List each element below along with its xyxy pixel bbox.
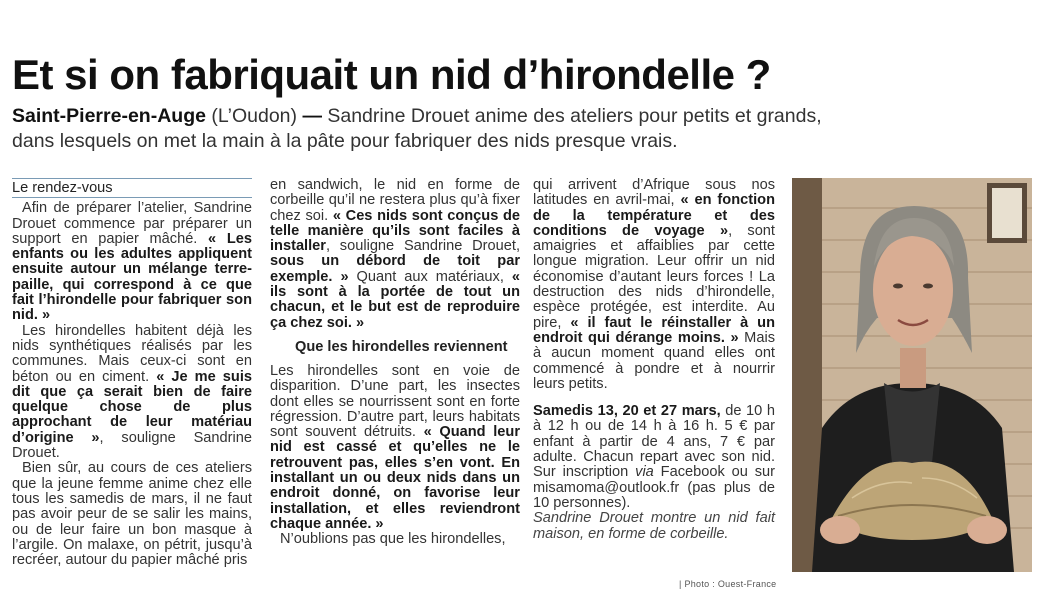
paragraph: qui arrivent d’Afrique sous nos latitudes en avril-mai, « en fonction de la température et des conditions de voyage », sont amaigries et affaiblies par cette longue migration. Leur offrir un nid économise d’autant leurs forces ! La destruction des nids d’hirondelle, espèce protégée, est interdite. Au pire, « il faut le réinstaller à un endroit qui dérange moins. » Mais à aucun moment quand elles ont commencé à pondre et à nourrir leurs petits.: [533, 177, 775, 392]
paragraph: N’oublions pas que les hirondelles,: [280, 531, 506, 548]
quote: « Ces nids sont conçus de telle manière qu’ils sont faciles à installer: [270, 207, 521, 255]
column-3: [533, 178, 775, 542]
photo-caption: Sandrine Drouet montre un nid fait maison, en forme de corbeille.: [533, 510, 775, 542]
column-1: [12, 178, 252, 568]
quote: « Les enfants ou les adultes appliquent ensuite autour un mélange terre-paille, qui correspond à ce que fait l’hirondelle pour fabriquer son nid. »: [12, 230, 252, 324]
quote: sous un débord de toit par exemple. »: [270, 253, 520, 285]
event-info: Samedis 13, 20 et 27 mars, de 10 h à 12 h ou de 14 h à 16 h. 5 € par enfant à partir de 4 ans, 7 € par adulte. Chacun repart avec son nid. Sur inscription via Facebook ou sur misamoma@outlook.fr (pas plus de 10 personnes).: [533, 403, 775, 511]
paragraph: Afin de préparer l’atelier, Sandrine Drouet commence par préparer un support en papier mâché. « Les enfants ou les adultes appliquent ensuite autour un mélange terre-paille, qui correspond à ce que fait l’hirondelle pour fabriquer son nid. »: [12, 200, 252, 324]
lead-paragraph: [12, 104, 1037, 154]
lead-line-2: dans lesquels on met la main à la pâte pour fabriquer des nids presque vrais.: [12, 130, 678, 152]
paragraph: Les hirondelles sont en voie de disparition. D’une part, les insectes dont elles se nourrissent sont en forte régression. D’autre part, leurs habitats sont souvent détruits. « Quand leur nid est cassé et qu’elles ne le retrouvent pas, elles s’en vont. En installant un ou deux nids dans un endroit donné, on favorise leur installation, et elles reviendront chaque année. »: [270, 362, 521, 532]
photo-woman-holding-nest: [792, 178, 1032, 572]
subheading: Que les hirondelles reviennent: [295, 338, 508, 355]
lead-line-1: Sandrine Drouet anime des ateliers pour petits et grands,: [327, 105, 822, 127]
quote: « il faut le réinstaller à un endroit qui dérange moins. »: [533, 314, 775, 346]
photo-credit: | Photo : Ouest-France: [679, 579, 777, 589]
paragraph: Bien sûr, au cours de ces ateliers que la jeune femme anime chez elle tous les samedis de mars, il ne faut pas avoir peur de se salir les mains, ou de leur faire un bon masque à l’argile. On malaxe, on pétrit, jusqu’à recréer, autour du papier mâché pris: [12, 460, 252, 569]
headline: Et si on fabriquait un nid d’hirondelle ?: [12, 51, 771, 98]
quote: « Je me suis dit que ça serait bien de faire quelque chose de plus approchant de leur matériau d’origine »: [12, 368, 252, 446]
paragraph: en sandwich, le nid en forme de corbeille qu’il ne restera plus qu’à fixer chez soi. « Ces nids sont conçus de telle manière qu’ils sont faciles à installer, souligne Sandrine Drouet, sous un débord de toit par exemple. » Quant aux matériaux, « ils sont à la portée de tout un chacun, et le but est de reproduire ça chez soi. »: [270, 177, 521, 331]
article-photo: [792, 178, 1032, 572]
paragraph: Les hirondelles habitent déjà les nids synthétiques réalisés par les communes. Mais ceux-ci sont en béton ou en ciment. « Je me suis dit que ça serait bien de faire quelque chose de plus approchant de leur matériau d’origine », souligne Sandrine Drouet.: [12, 322, 252, 462]
event-dates: Samedis 13, 20 et 27 mars,: [533, 403, 721, 420]
lead-locality: (L’Oudon): [211, 105, 298, 127]
lead-dash: —: [302, 105, 322, 127]
quote: « Quand leur nid est cassé et qu’elles ne le retrouvent pas, elles s’en vont. En installant un ou deux nids dans un endroit donné, on favorise leur installation, et elles reviendront chaque année. »: [270, 424, 521, 532]
rubric-label: Le rendez-vous: [12, 178, 252, 198]
column-2: [270, 178, 520, 548]
quote: « ils sont à la portée de tout un chacun, et le but est de reproduire ça chez soi. »: [270, 268, 520, 331]
quote: « en fonction de la température et des conditions de voyage »: [533, 192, 775, 239]
lead-place: Saint-Pierre-en-Auge: [12, 105, 206, 127]
